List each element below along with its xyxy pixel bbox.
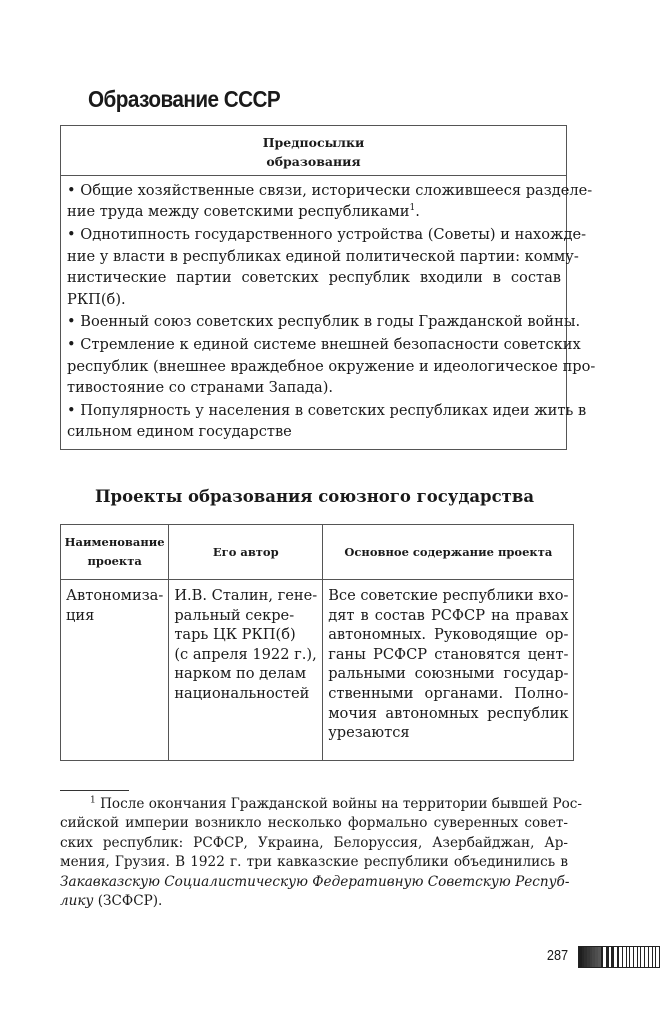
text: (ЗСФСР). bbox=[93, 893, 163, 910]
list-item bbox=[67, 224, 587, 310]
text-line: ганы РСФСР становятся цент- bbox=[328, 645, 569, 663]
text-line: сийской империи возникло несколько формально суверенных совет- bbox=[60, 815, 568, 832]
text-line: дят в состав РСФСР на правах bbox=[328, 606, 569, 624]
italic-text: лику bbox=[60, 893, 94, 910]
text-line: ских республик: РСФСР, Украина, Белоруссия, Азербайджан, Ар- bbox=[60, 834, 568, 851]
text-line: ние у власти в республиках единой политической партии: комму- bbox=[67, 247, 579, 265]
text-line: ция bbox=[66, 606, 95, 624]
italic-text: Закавказскую Социалистическую Федеративную Советскую Респуб- bbox=[60, 873, 570, 890]
text-line: • Однотипность государственного устройства (Советы) и нахожде- bbox=[67, 226, 587, 244]
text-line: мочия автономных республик bbox=[328, 704, 569, 722]
text-line-italic bbox=[60, 873, 568, 892]
page-edge-marker bbox=[578, 946, 660, 968]
punctuation: . bbox=[415, 203, 420, 221]
cell-author bbox=[169, 580, 323, 761]
text-line: • Стремление к единой системе внешней безопасности советских bbox=[67, 336, 581, 354]
text-line: ственными органами. Полно- bbox=[328, 684, 569, 702]
header-line: Его автор bbox=[212, 544, 279, 559]
column-header bbox=[323, 525, 574, 580]
projects-title: Проекты образования союзного государства bbox=[94, 487, 535, 506]
text-line: ральными союзными государ- bbox=[328, 665, 569, 683]
prerequisites-table bbox=[60, 125, 596, 450]
header-line: Наименование bbox=[64, 535, 165, 549]
section-title: Образование СССР bbox=[88, 86, 281, 112]
prerequisites-list bbox=[61, 176, 596, 443]
text-line: Все советские республики вхо- bbox=[328, 587, 569, 604]
footnote bbox=[60, 795, 582, 911]
column-header bbox=[169, 525, 323, 580]
text-line: ние труда между советскими республиками$^1$. bbox=[67, 203, 420, 221]
bar-segment bbox=[655, 947, 659, 967]
header-line: проекта bbox=[87, 554, 142, 568]
text-line: Автономиза- bbox=[66, 587, 164, 604]
text-line: национальностей bbox=[174, 684, 310, 702]
text-line: автономных. Руководящие ор- bbox=[328, 626, 569, 644]
column-header bbox=[61, 525, 169, 580]
list-item bbox=[67, 180, 593, 223]
text-line: И.В. Сталин, гене- bbox=[174, 587, 318, 604]
header-line: образования bbox=[266, 154, 361, 169]
footnote-ref: 1 bbox=[409, 203, 416, 214]
text-line: нарком по делам bbox=[174, 665, 307, 683]
text-line bbox=[60, 795, 582, 814]
text-line: • Военный союз советских республик в годы Гражданской войны. bbox=[67, 313, 581, 331]
footnote-divider bbox=[60, 790, 129, 791]
page-number: 287 bbox=[546, 947, 569, 964]
text-line: ральный секре- bbox=[174, 606, 295, 624]
projects-table bbox=[60, 524, 574, 761]
list-item bbox=[67, 400, 587, 443]
text: После окончания Гражданской войны на территории бывшей Рос- bbox=[100, 796, 582, 812]
text-line: нистические партии советских республик входили в состав bbox=[67, 269, 561, 287]
cell-name bbox=[61, 580, 169, 761]
prerequisites-header bbox=[61, 126, 566, 176]
text-line: республик (внешнее враждебное окружение и идеологическое про- bbox=[67, 357, 596, 375]
list-item bbox=[67, 311, 581, 332]
list-item bbox=[67, 334, 596, 398]
text-line: РКП(б). bbox=[67, 290, 126, 308]
header-line: Основное содержание проекта bbox=[344, 544, 553, 559]
footnote-mark: 1 bbox=[90, 795, 96, 806]
text-line: • Популярность у населения в советских республиках идеи жить в bbox=[67, 402, 587, 420]
cell-content bbox=[323, 580, 574, 761]
table-row bbox=[61, 580, 574, 761]
header-line: Предпосылки bbox=[262, 135, 365, 150]
text-line: тарь ЦК РКП(б) bbox=[174, 626, 296, 644]
text-line: • Общие хозяйственные связи, исторически сложившееся разделе- bbox=[67, 182, 593, 199]
text-line: (с апреля 1922 г.), bbox=[174, 645, 317, 663]
text-line: сильном едином государстве bbox=[67, 423, 292, 441]
text-line bbox=[60, 892, 568, 911]
text-line: тивостояние со странами Запада). bbox=[67, 379, 334, 397]
text-line: мения, Грузия. В 1922 г. три кавказские республики объединились в bbox=[60, 854, 568, 871]
text-line: урезаются bbox=[328, 724, 410, 742]
